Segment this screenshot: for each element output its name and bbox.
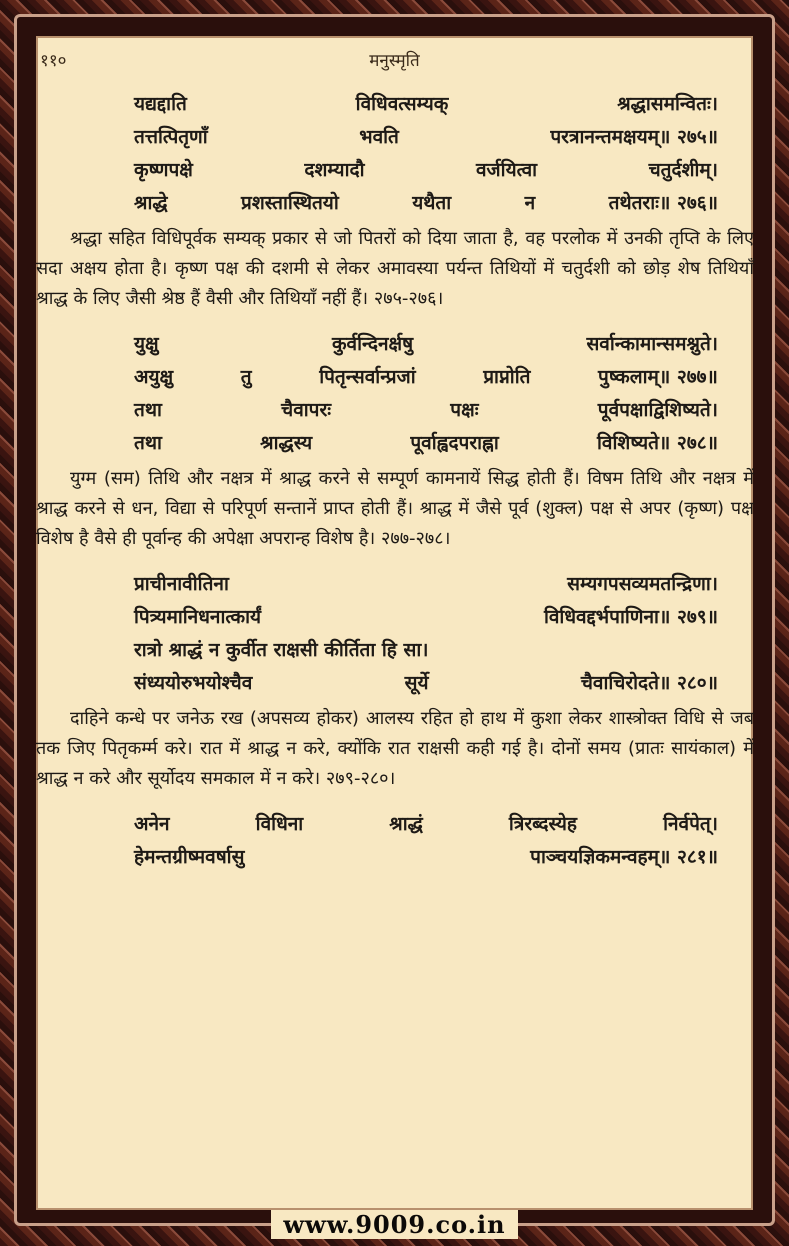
translation-text: श्रद्धा सहित विधिपूर्वक सम्यक् प्रकार से जो पितरों को दिया जाता है, वह परलोक में उनकी तृप्ति के लिए सदा अक्षय होता है। कृष्ण पक्ष की दशमी से लेकर अमावस्या पर्यन्त तिथियों में चतुर्दशी को छोड़ शेष तिथियाँ श्राद्ध के लिए जैसी श्रेष्ठ हैं वैसी और तिथियाँ नहीं हैं। २७५-२७६।: [36, 228, 754, 309]
page-header: [40, 48, 749, 74]
verse-word: पुष्कलाम्॥ २७७॥: [598, 366, 718, 388]
verse-block: [64, 328, 724, 460]
verse-word: तथेतराः॥ २७६॥: [608, 192, 718, 214]
translation-text: दाहिने कन्धे पर जनेऊ रख (अपसव्य होकर) आलस्य रहित हो हाथ में कुशा लेकर शास्त्रोक्त विधि से जब तक जिए पितृकर्म्म करे। रात में श्राद्ध न करे, क्योंकि रात राक्षसी कही गई है। दोनों समय (प्रातः सायंकाल) में श्राद्ध न करे और सूर्योदय समकाल में न करे। २७९-२८०।: [36, 708, 754, 789]
verse-word: सर्वान्कामान्समश्नुते।: [586, 333, 718, 355]
verse-word: विशिष्यते॥ २७८॥: [597, 432, 718, 454]
verse-line: [64, 154, 724, 187]
verse-line: [64, 121, 724, 154]
verse-word: पक्षः: [450, 399, 479, 421]
verse-line: [64, 568, 724, 601]
verse-block: [64, 88, 724, 220]
verse-line: [64, 361, 724, 394]
verse-line: [64, 634, 724, 667]
verse-word: सम्यगपसव्यमतन्द्रिणा।: [567, 573, 718, 595]
verse-word: प्रशस्तास्थितयो: [241, 192, 339, 214]
verse-word: तत्तत्पितृणाँ: [134, 126, 208, 148]
verse-word: युक्षु: [134, 333, 159, 355]
verse-word: प्राचीनावीतिना: [134, 573, 229, 595]
verse-word: विधिवत्सम्यक्: [355, 93, 449, 115]
translation-paragraph: [36, 704, 754, 794]
verse-word: त्रिरब्दस्येह: [508, 813, 578, 835]
verse-word: यथैता: [412, 192, 452, 214]
verse-word: वर्जयित्वा: [475, 159, 538, 181]
translation-paragraph: [36, 464, 754, 554]
verse-word: पितृन्सर्वान्प्रजां: [319, 366, 416, 388]
verse-word: प्राप्नोति: [483, 366, 531, 388]
verse-word: दशम्यादौ: [304, 159, 365, 181]
verse-line: [64, 187, 724, 220]
verse-word: श्रद्धासमन्वितः।: [617, 93, 718, 115]
translation-text: युग्म (सम) तिथि और नक्षत्र में श्राद्ध करने से सम्पूर्ण कामनायें सिद्ध होती हैं। विषम तिथि और नक्षत्र में श्राद्ध करने से धन, विद्या से परिपूर्ण सन्तानें प्राप्त होती हैं। श्राद्ध में जैसे पूर्व (शुक्ल) पक्ष से अपर (कृष्ण) पक्ष विशेष है वैसे ही पूर्वान्ह की अपेक्षा अपरान्ह विशेष है। २७७-२७८।: [36, 468, 754, 549]
verse-word: श्राद्धे: [134, 192, 168, 214]
verse-word: भवति: [359, 126, 399, 148]
verse-word: अनेन: [134, 813, 170, 835]
page-number: ११०: [40, 51, 67, 71]
verse-word: विधिना: [255, 813, 304, 835]
verse-word: पाञ्चयज्ञिकमन्वहम्॥ २८१॥: [530, 846, 718, 868]
verse-word: निर्वपेत्।: [663, 813, 718, 835]
verse-word: कुर्वन्दिनर्क्षषु: [331, 333, 414, 355]
verse-word: तथा: [134, 432, 162, 454]
verse-word: यद्यद्दाति: [134, 93, 187, 115]
website-url[interactable]: www.9009.co.in: [271, 1210, 517, 1239]
page-content: [36, 88, 754, 878]
verse-word: चैवापरः: [281, 399, 332, 421]
verse-word: हेमन्तग्रीष्मवर्षासु: [134, 846, 245, 868]
verse-line: [64, 841, 724, 874]
verse-line: [64, 394, 724, 427]
verse-word: संध्ययोरुभयोश्चैव: [134, 672, 253, 694]
verse-word: पूर्वाह्वदपराह्ना: [410, 432, 499, 454]
verse-line: [64, 328, 724, 361]
footer: [0, 1210, 789, 1240]
verse-word: तथा: [134, 399, 162, 421]
verse-line: [64, 88, 724, 121]
verse-word: चतुर्दशीम्।: [648, 159, 718, 181]
verse-word: विधिवद्दर्भपाणिना॥ २७९॥: [543, 606, 718, 628]
verse-word: तु: [240, 366, 252, 388]
verse-word: अयुक्षु: [134, 366, 174, 388]
verse-word: न: [524, 192, 536, 214]
verse-word: पूर्वपक्षाद्विशिष्यते।: [597, 399, 718, 421]
verse-word: कृष्णपक्षे: [134, 159, 193, 181]
verse-word: श्राद्धं: [389, 813, 423, 835]
verse-line: [64, 667, 724, 700]
verse-word: पित्र्यमानिधनात्कार्यं: [134, 606, 262, 628]
verse-word: रात्रो श्राद्धं न कुर्वीत राक्षसी कीर्तिता हि सा।: [134, 639, 429, 661]
verse-word: चैवाचिरोदते॥ २८०॥: [580, 672, 718, 694]
translation-paragraph: [36, 224, 754, 314]
page-heading: मनुस्मृति: [369, 51, 420, 71]
verse-word: परत्रानन्तमक्षयम्॥ २७५॥: [550, 126, 718, 148]
verse-line: [64, 427, 724, 460]
verse-word: श्राद्धस्य: [260, 432, 313, 454]
verse-line: [64, 601, 724, 634]
verse-word: सूर्ये: [404, 672, 429, 694]
verse-block: [64, 568, 724, 700]
verse-block: [64, 808, 724, 874]
verse-line: [64, 808, 724, 841]
